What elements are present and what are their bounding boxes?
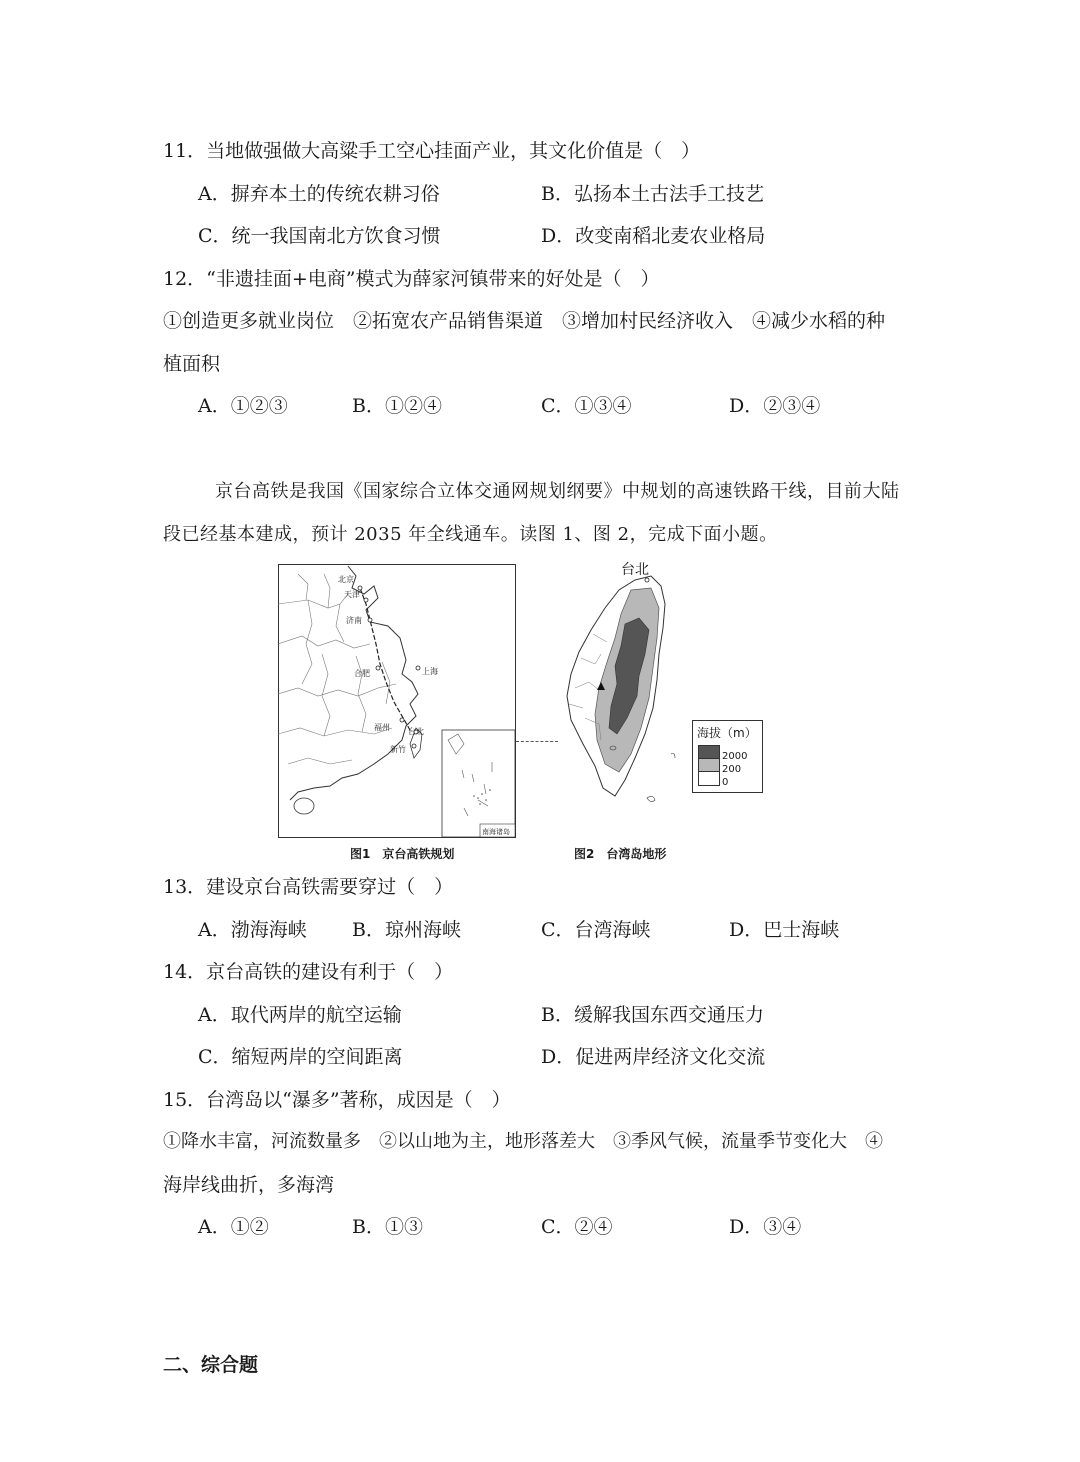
q13-option-b[interactable]: B．琼州海峡 [352,919,461,941]
q14-option-a[interactable]: A．取代两岸的航空运输 [198,1004,402,1026]
q14-option-d[interactable]: D．促进两岸经济文化交流 [541,1046,766,1068]
legend-title: 海拔（m） [697,726,757,740]
figure1-caption: 图1 京台高铁规划 [350,847,455,861]
taiwan-city-taibei: 台北 [621,562,649,578]
q14-option-c[interactable]: C．缩短两岸的空间距离 [198,1046,403,1068]
q15-stem: 15．台湾岛以“瀑多”著称，成因是（ ） [163,1089,511,1111]
q15-option-a[interactable]: A．①② [198,1216,269,1238]
city-taibei: 台北 [408,727,424,736]
q13-option-c[interactable]: C．台湾海峡 [541,919,651,941]
q14-option-b[interactable]: B．缓解我国东西交通压力 [541,1004,764,1026]
city-tianjin: 天津 [344,590,360,599]
city-shanghai: 上海 [422,667,438,676]
q15-items-line1: ①降水丰富，河流数量多 ②以山地为主，地形落差大 ③季风气候，流量季节变化大 ④ [163,1131,883,1152]
legend-value-2000: 2000 [722,751,748,762]
legend-swatch-low [698,771,720,786]
q12-option-a[interactable]: A．①②③ [198,395,288,417]
figure-connector [516,741,558,742]
q15-items-line2: 海岸线曲折，多海湾 [163,1174,335,1196]
q11-stem: 11．当地做强做大高粱手工空心挂面产业，其文化价值是（ ） [163,140,701,162]
passage-line2: 段已经基本建成，预计 2035 年全线通车。读图 1、图 2，完成下面小题。 [163,524,778,545]
q11-option-c[interactable]: C．统一我国南北方饮食习惯 [198,225,441,247]
q12-option-d[interactable]: D．②③④ [729,395,821,417]
q15-option-d[interactable]: D．③④ [729,1216,802,1238]
legend-value-0: 0 [722,777,729,788]
q12-option-b[interactable]: B．①②④ [352,395,442,417]
q13-option-d[interactable]: D．巴士海峡 [729,919,840,941]
q11-option-b[interactable]: B．弘扬本土古法手工技艺 [541,183,764,205]
section2-heading: 二、综合题 [163,1354,259,1376]
legend-value-200: 200 [722,764,742,775]
q11-option-a[interactable]: A．摒弃本土的传统农耕习俗 [198,183,440,205]
q15-option-c[interactable]: C．②④ [541,1216,613,1238]
figure1-map [278,564,516,838]
q14-stem: 14．京台高铁的建设有利于（ ） [163,961,454,983]
q12-stem: 12．“非遗挂面+电商”模式为薛家河镇带来的好处是（ ） [163,268,660,290]
q11-option-d[interactable]: D．改变南稻北麦农业格局 [541,225,766,247]
elevation-legend [692,720,763,793]
q12-items-line2: 植面积 [163,353,221,375]
q12-option-c[interactable]: C．①③④ [541,395,632,417]
city-hefei: 合肥 [354,669,370,678]
inset-label: 南海诸岛 [482,828,510,836]
city-xinzhu: 新竹 [390,745,406,754]
q13-option-a[interactable]: A．渤海海峡 [198,919,307,941]
city-beijing: 北京 [338,575,354,584]
passage-line1: 京台高铁是我国《国家综合立体交通网规划纲要》中规划的高速铁路干线，目前大陆 [215,481,900,502]
q15-option-b[interactable]: B．①③ [352,1216,423,1238]
city-jinan: 济南 [346,616,362,625]
q13-stem: 13．建设京台高铁需要穿过（ ） [163,876,454,898]
figure2-caption: 图2 台湾岛地形 [574,847,667,861]
city-fuzhou: 福州 [374,723,390,732]
q12-items-line1: ①创造更多就业岗位 ②拓宽农产品销售渠道 ③增加村民经济收入 ④减少水稻的种 [163,310,886,332]
